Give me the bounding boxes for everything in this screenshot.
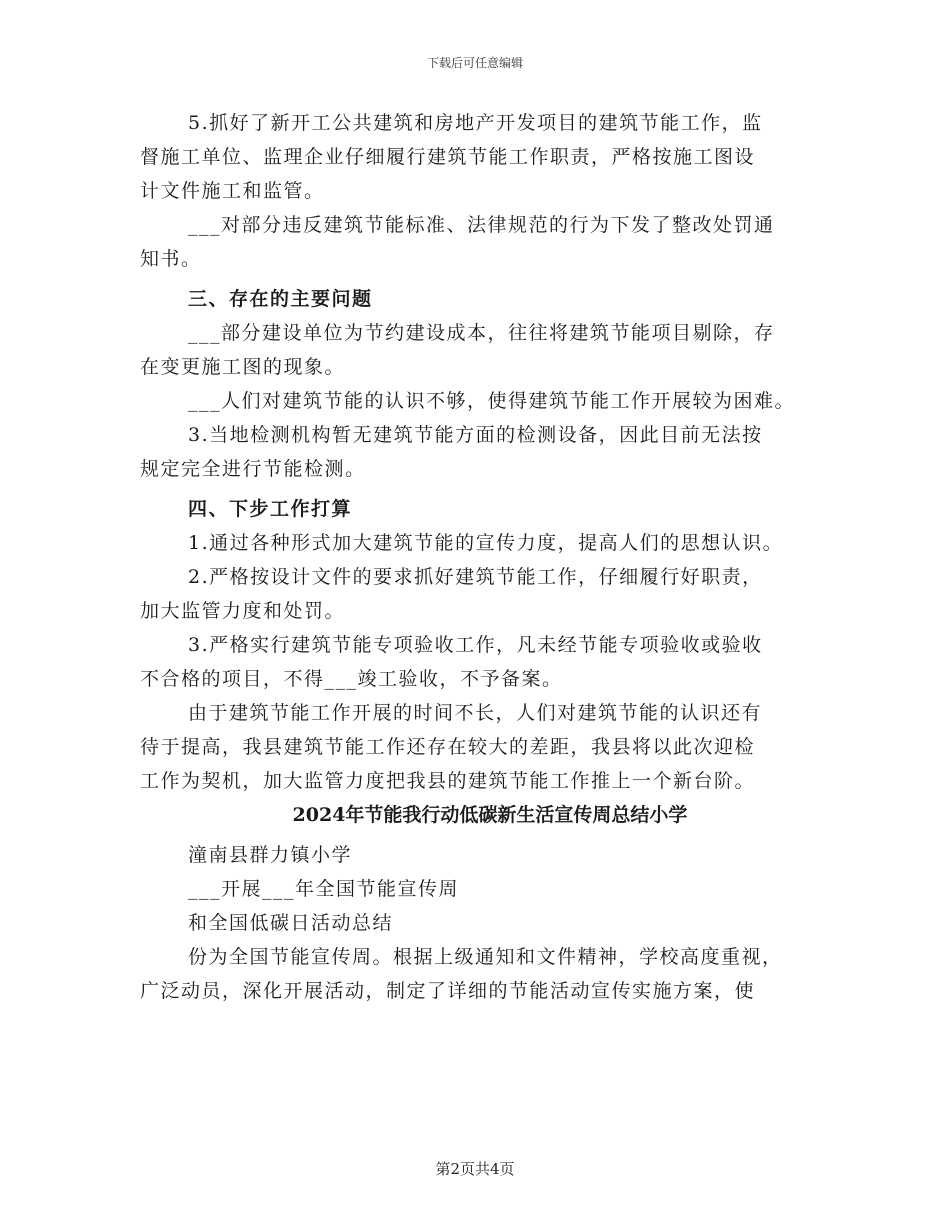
paragraph-line: ___开展___年全国节能宣传周 xyxy=(188,878,460,900)
page-header: 下载后可任意编辑 xyxy=(426,56,523,70)
paragraph-line: 5.抓好了新开工公共建筑和房地产开发项目的建筑节能工作，监 xyxy=(188,112,763,134)
paragraph-line: 份为全国节能宣传周。根据上级通知和文件精神，学校高度重视， xyxy=(188,946,783,968)
paragraph-line: 不合格的项目，不得___竣工验收，不予备案。 xyxy=(140,668,563,690)
paragraph-line: 广泛动员，深化开展活动，制定了详细的节能活动宣传实施方案，使 xyxy=(140,980,756,1002)
paragraph-line: 规定完全进行节能检测。 xyxy=(140,458,366,480)
document-title: 2024年节能我行动低碳新生活宣传周总结小学 xyxy=(292,804,688,826)
paragraph-line: ___对部分违反建筑节能标准、法律规范的行为下发了整改处罚通 xyxy=(188,214,775,236)
paragraph-line: 2.严格按设计文件的要求抓好建筑节能工作，仔细履行好职责， xyxy=(188,566,763,588)
paragraph-line: 督施工单位、监理企业仔细履行建筑节能工作职责，严格按施工图设 xyxy=(140,146,756,168)
paragraph-line: 和全国低碳日活动总结 xyxy=(188,912,394,934)
section-heading: 三、存在的主要问题 xyxy=(188,288,373,310)
paragraph-line: 待于提高，我县建筑节能工作还存在较大的差距，我县将以此次迎检 xyxy=(140,736,756,758)
paragraph-line: 潼南县群力镇小学 xyxy=(188,844,353,866)
paragraph-line: ___人们对建筑节能的认识不够，使得建筑节能工作开展较为困难。 xyxy=(188,390,796,412)
paragraph-line: 计文件施工和监管。 xyxy=(140,180,325,202)
section-heading: 四、下步工作打算 xyxy=(188,498,353,520)
paragraph-line: 在变更施工图的现象。 xyxy=(140,356,346,378)
document-body xyxy=(140,112,830,1014)
paragraph-line: ___部分建设单位为节约建设成本，往往将建筑节能项目剔除，存 xyxy=(188,322,775,344)
paragraph-line: 加大监管力度和处罚。 xyxy=(140,600,346,622)
paragraph-line: 知书。 xyxy=(140,248,202,270)
paragraph-line: 3.当地检测机构暂无建筑节能方面的检测设备，因此目前无法按 xyxy=(188,424,763,446)
paragraph-line: 1.通过各种形式加大建筑节能的宣传力度，提高人们的思想认识。 xyxy=(188,532,784,554)
paragraph-line: 由于建筑节能工作开展的时间不长，人们对建筑节能的认识还有 xyxy=(188,702,763,724)
page-footer: 第2页共4页 xyxy=(435,1160,515,1178)
paragraph-line: 工作为契机，加大监管力度把我县的建筑节能工作推上一个新台阶。 xyxy=(140,770,756,792)
paragraph-line: 3.严格实行建筑节能专项验收工作，凡未经节能专项验收或验收 xyxy=(188,634,763,656)
